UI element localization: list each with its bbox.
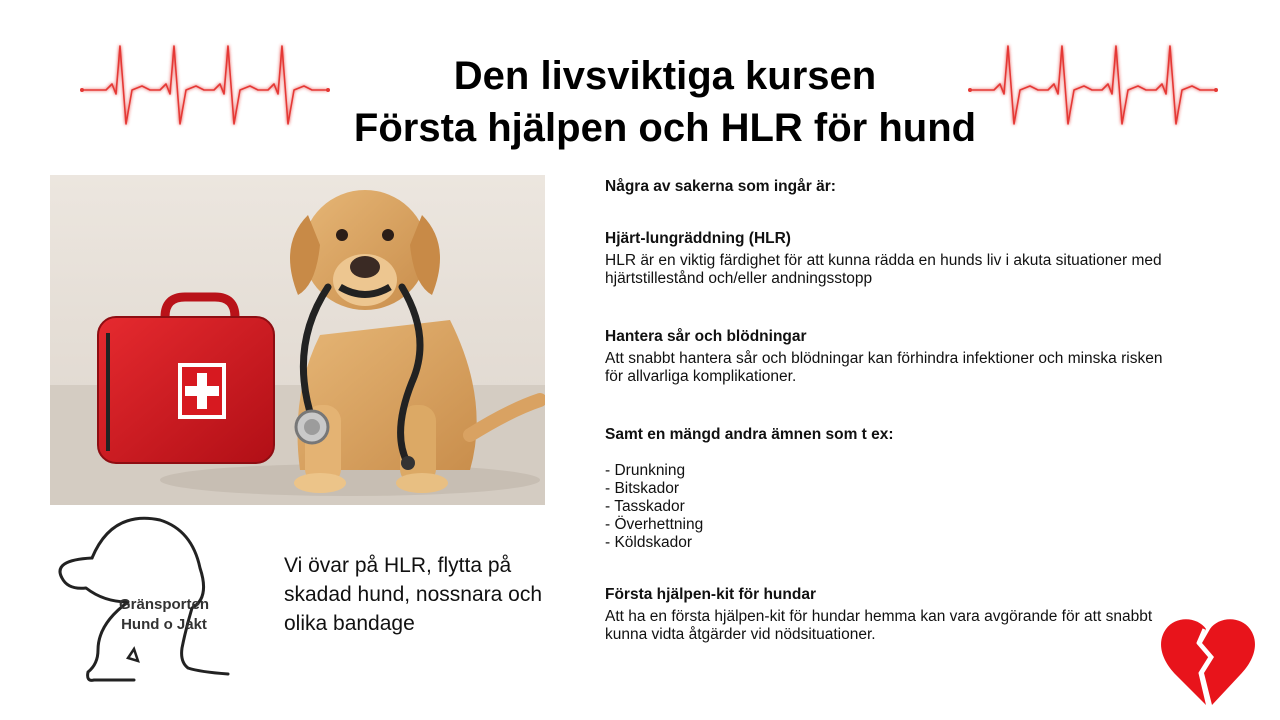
course-content	[605, 178, 1165, 644]
logo-text	[104, 595, 224, 635]
section-hlr-heading: Hjärt-lungräddning (HLR)	[605, 230, 791, 247]
kit-text: Att ha en första hjälpen-kit för hundar hemma kan vara avgörande för att snabbt kunna vidta åtgärder vid nödsituationer.	[605, 608, 1153, 643]
section-hlr-text: HLR är en viktig färdighet för att kunna rädda en hunds liv i akuta situationer med hjärtstillestånd och/eller andningsstopp	[605, 252, 1162, 287]
section-wounds-heading: Hantera sår och blödningar	[605, 328, 807, 345]
intro-heading: Några av sakerna som ingår är:	[605, 178, 836, 195]
list-item: - Bitskador	[605, 480, 680, 497]
page-title	[300, 50, 1030, 154]
practice-text: Vi övar på HLR, flytta på skadad hund, nossnara och olika bandage	[284, 554, 543, 635]
list-item: - Tasskador	[605, 498, 685, 515]
section-wounds-text: Att snabbt hantera sår och blödningar kan förhindra infektioner och minska risken för allvarliga komplikationer.	[605, 350, 1163, 385]
dog-first-aid-photo	[50, 175, 545, 505]
kit-heading: Första hjälpen-kit för hundar	[605, 586, 816, 603]
logo-line-1: Gränsporten	[118, 596, 209, 613]
ecg-heartbeat-icon-left	[80, 40, 330, 130]
other-topics-heading: Samt en mängd andra ämnen som t ex:	[605, 426, 894, 443]
other-topics-list	[605, 462, 1165, 552]
title-line-1: Den livsviktiga kursen	[453, 54, 877, 98]
broken-heart-icon	[1158, 615, 1258, 710]
logo-line-2: Hund o Jakt	[121, 616, 207, 633]
title-line-2: Första hjälpen och HLR för hund	[353, 106, 977, 150]
list-item: - Drunkning	[605, 462, 686, 479]
list-item: - Köldskador	[605, 534, 693, 551]
list-item: - Överhettning	[605, 516, 704, 533]
